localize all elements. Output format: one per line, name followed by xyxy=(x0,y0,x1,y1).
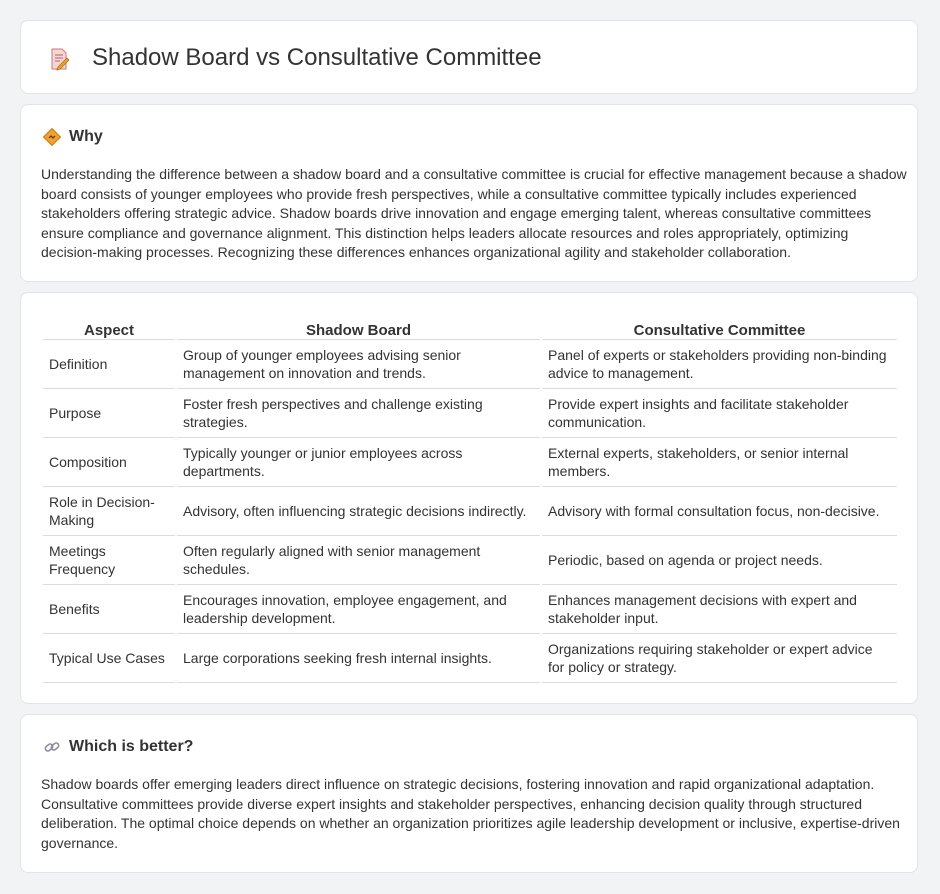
better-text: Shadow boards offer emerging leaders direct influence on strategic decisions, fostering innovation and rapid organizational adaptation. Consultative committees provide diverse expert insights and stakeholder perspectives, enhancing decision quality through structured deliberation. The optimal choice depends on whether an organization prioritizes agile leadership development or inclusive, expertise-driven governance. xyxy=(41,776,900,851)
why-text: Understanding the difference between a shadow board and a consultative committee is crucial for effective management because a shadow board consists of younger employees who provide fresh perspectives, while a consultative committee typically includes experienced stakeholders offering strategic advice. Shadow boards drive innovation and engage emerging talent, whereas consultative committees ensure compliance and governance alignment. This distinction helps leaders allocate resources and roles appropriately, optimizing decision-making processes. Recognizing these differences enhances organizational agility and stakeholder collaboration. xyxy=(41,166,907,261)
table-row xyxy=(43,438,897,487)
table-row xyxy=(43,389,897,438)
link-icon xyxy=(43,738,61,756)
why-title: Why xyxy=(69,128,103,145)
header-aspect: Aspect xyxy=(43,315,175,340)
document-pen-icon xyxy=(47,47,71,71)
row-consultative-committee: External experts, stakeholders, or senior internal members. xyxy=(542,438,897,487)
row-shadow-board: Foster fresh perspectives and challenge existing strategies. xyxy=(177,389,540,438)
row-consultative-committee: Panel of experts or stakeholders providing non-binding advice to management. xyxy=(542,340,897,389)
row-shadow-board: Group of younger employees advising senior management on innovation and trends. xyxy=(177,340,540,389)
row-consultative-committee: Provide expert insights and facilitate stakeholder communication. xyxy=(542,389,897,438)
header-consultative-committee: Consultative Committee xyxy=(542,315,897,340)
row-consultative-committee: Organizations requiring stakeholder or expert advice for policy or strategy. xyxy=(542,634,897,683)
row-aspect: Definition xyxy=(43,340,175,389)
row-aspect: Meetings Frequency xyxy=(43,536,175,585)
table-header-row xyxy=(43,315,897,340)
table-row xyxy=(43,487,897,536)
row-consultative-committee: Enhances management decisions with expert and stakeholder input. xyxy=(542,585,897,634)
comparison-section xyxy=(20,292,918,704)
better-title: Which is better? xyxy=(69,738,194,755)
table-row xyxy=(43,536,897,585)
which-is-better-section xyxy=(20,714,918,873)
why-heading xyxy=(43,127,103,147)
row-aspect: Purpose xyxy=(43,389,175,438)
comparison-table xyxy=(41,315,899,683)
row-consultative-committee: Periodic, based on agenda or project needs. xyxy=(542,536,897,585)
row-consultative-committee: Advisory with formal consultation focus, non-decisive. xyxy=(542,487,897,536)
row-shadow-board: Encourages innovation, employee engagement, and leadership development. xyxy=(177,585,540,634)
row-shadow-board: Often regularly aligned with senior management schedules. xyxy=(177,536,540,585)
diamond-sign-icon xyxy=(43,128,61,146)
page-title: Shadow Board vs Consultative Committee xyxy=(92,44,542,71)
row-shadow-board: Large corporations seeking fresh internal insights. xyxy=(177,634,540,683)
row-aspect: Composition xyxy=(43,438,175,487)
row-aspect: Typical Use Cases xyxy=(43,634,175,683)
header-card xyxy=(20,20,918,94)
row-shadow-board: Typically younger or junior employees across departments. xyxy=(177,438,540,487)
header-shadow-board: Shadow Board xyxy=(177,315,540,340)
table-row xyxy=(43,340,897,389)
row-shadow-board: Advisory, often influencing strategic decisions indirectly. xyxy=(177,487,540,536)
row-aspect: Benefits xyxy=(43,585,175,634)
why-section xyxy=(20,104,918,282)
table-row xyxy=(43,585,897,634)
row-aspect: Role in Decision-Making xyxy=(43,487,175,536)
table-row xyxy=(43,634,897,683)
better-heading xyxy=(43,737,193,757)
